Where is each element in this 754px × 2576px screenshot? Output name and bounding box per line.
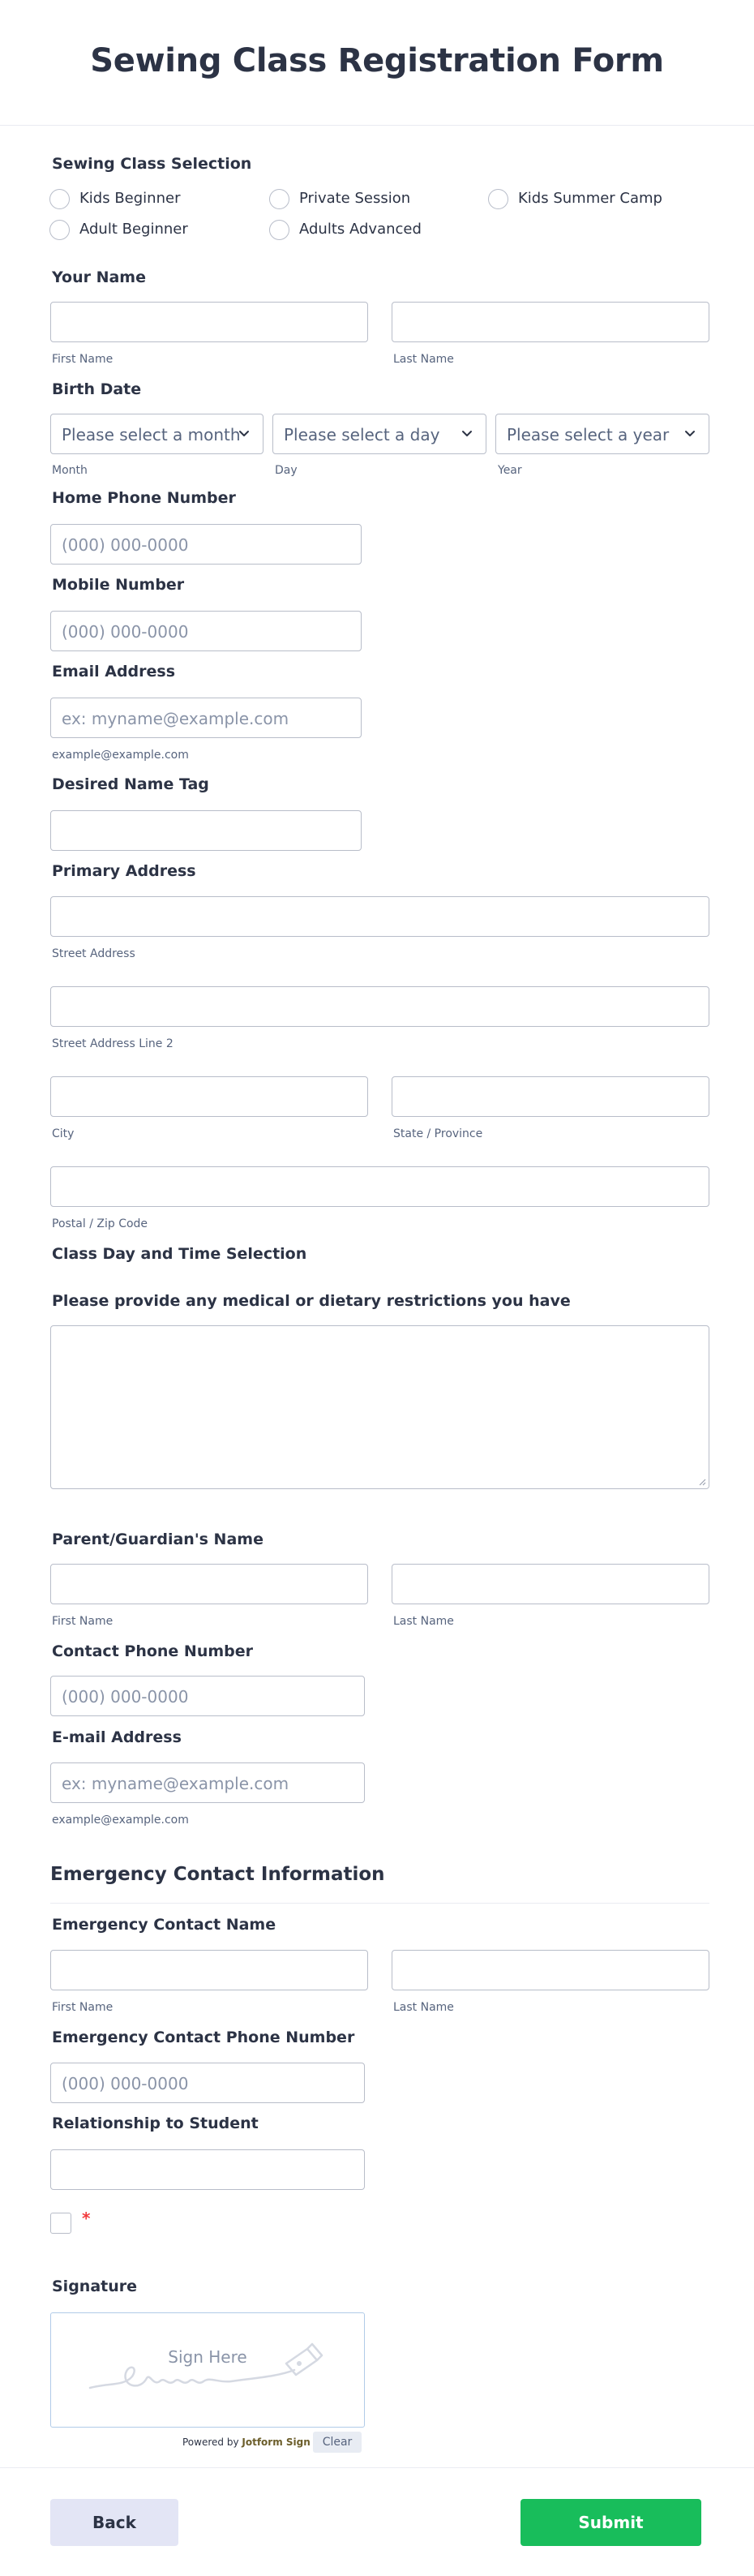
email-input[interactable] — [50, 698, 362, 738]
home-phone-label: Home Phone Number — [52, 489, 236, 507]
day-sublabel: Day — [275, 464, 298, 477]
contact-phone-label: Contact Phone Number — [52, 1642, 254, 1660]
first-name-sublabel: First Name — [52, 353, 114, 366]
consent-checkbox[interactable] — [50, 2213, 71, 2234]
birth-month-select[interactable] — [50, 414, 263, 454]
radio-label-kids-beginner: Kids Beginner — [79, 190, 181, 207]
birth-day-value: Please select a day — [284, 425, 440, 444]
radio-label-adult-beginner: Adult Beginner — [79, 221, 188, 238]
powered-prefix: Powered by — [182, 2436, 239, 2448]
emergency-section-heading: Emergency Contact Information — [50, 1864, 385, 1885]
mobile-placeholder: (000) 000-0000 — [62, 622, 189, 642]
guardian-first-input[interactable] — [50, 1564, 368, 1604]
street-address-input[interactable] — [50, 896, 709, 937]
guardian-last-input[interactable] — [392, 1564, 709, 1604]
emergency-last-input[interactable] — [392, 1950, 709, 1990]
birth-month-value: Please select a month — [62, 425, 241, 444]
street-address-2-input[interactable] — [50, 986, 709, 1027]
chevron-down-icon — [682, 425, 698, 441]
emergency-phone-label: Emergency Contact Phone Number — [52, 2029, 355, 2046]
birth-year-value: Please select a year — [507, 425, 670, 444]
form-title: Sewing Class Registration Form — [90, 42, 664, 79]
home-phone-input[interactable] — [50, 524, 362, 565]
resize-handle-icon[interactable] — [696, 1476, 706, 1486]
signature-pad[interactable] — [50, 2312, 365, 2428]
emergency-last-sublabel: Last Name — [393, 2001, 454, 2014]
medical-label: Please provide any medical or dietary restrictions you have — [52, 1292, 571, 1310]
emergency-phone-input[interactable] — [50, 2063, 365, 2103]
required-mark: * — [82, 2209, 91, 2228]
last-name-sublabel: Last Name — [393, 353, 454, 366]
guardian-first-sublabel: First Name — [52, 1615, 114, 1628]
radio-label-adults-advanced: Adults Advanced — [299, 221, 422, 238]
signature-scribble-icon — [51, 2313, 364, 2427]
clear-signature-button[interactable]: Clear — [313, 2432, 362, 2453]
month-sublabel: Month — [52, 464, 88, 477]
zip-input[interactable] — [50, 1166, 709, 1207]
radio-label-private-session: Private Session — [299, 190, 411, 207]
city-sublabel: City — [52, 1127, 75, 1140]
radio-adults-advanced[interactable] — [269, 220, 289, 240]
relationship-label: Relationship to Student — [52, 2114, 259, 2132]
guardian-label: Parent/Guardian's Name — [52, 1531, 263, 1548]
guardian-email-placeholder: ex: myname@example.com — [62, 1774, 289, 1793]
email-sublabel: example@example.com — [52, 749, 189, 762]
email-placeholder: ex: myname@example.com — [62, 709, 289, 728]
last-name-input[interactable] — [392, 302, 709, 342]
emergency-first-sublabel: First Name — [52, 2001, 114, 2014]
year-sublabel: Year — [498, 464, 522, 477]
guardian-email-sublabel: example@example.com — [52, 1814, 189, 1827]
relationship-input[interactable] — [50, 2149, 365, 2190]
state-sublabel: State / Province — [393, 1127, 483, 1140]
street-address-sublabel: Street Address — [52, 947, 135, 960]
class-day-label: Class Day and Time Selection — [52, 1245, 307, 1263]
powered-brand: Jotform Sign — [242, 2436, 311, 2448]
first-name-input[interactable] — [50, 302, 368, 342]
city-input[interactable] — [50, 1076, 368, 1117]
sign-here-text: Sign Here — [168, 2347, 247, 2367]
submit-button[interactable]: Submit — [521, 2499, 701, 2546]
name-tag-input[interactable] — [50, 810, 362, 851]
powered-by-text — [182, 2436, 311, 2448]
guardian-email-label: E-mail Address — [52, 1728, 182, 1746]
mobile-input[interactable] — [50, 611, 362, 651]
radio-label-kids-summer-camp: Kids Summer Camp — [518, 190, 662, 207]
your-name-label: Your Name — [52, 268, 146, 286]
signature-label: Signature — [52, 2278, 138, 2295]
form-header — [0, 0, 754, 126]
chevron-down-icon — [236, 425, 252, 441]
radio-adult-beginner[interactable] — [49, 220, 70, 240]
birth-date-label: Birth Date — [52, 380, 142, 398]
home-phone-placeholder: (000) 000-0000 — [62, 535, 189, 555]
guardian-email-input[interactable] — [50, 1762, 365, 1803]
section-divider — [50, 1903, 709, 1904]
birth-day-select[interactable] — [272, 414, 486, 454]
back-button[interactable]: Back — [50, 2499, 178, 2546]
class-selection-label: Sewing Class Selection — [52, 155, 252, 173]
radio-kids-beginner[interactable] — [49, 189, 70, 209]
footer-divider — [0, 2467, 754, 2468]
chevron-down-icon — [459, 425, 475, 441]
emergency-phone-placeholder: (000) 000-0000 — [62, 2074, 189, 2093]
radio-kids-summer-camp[interactable] — [488, 189, 508, 209]
state-input[interactable] — [392, 1076, 709, 1117]
name-tag-label: Desired Name Tag — [52, 775, 209, 793]
street-address-2-sublabel: Street Address Line 2 — [52, 1037, 174, 1050]
emergency-name-label: Emergency Contact Name — [52, 1916, 276, 1934]
contact-phone-input[interactable] — [50, 1676, 365, 1716]
medical-textarea[interactable] — [50, 1325, 709, 1489]
guardian-last-sublabel: Last Name — [393, 1615, 454, 1628]
birth-year-select[interactable] — [495, 414, 709, 454]
mobile-label: Mobile Number — [52, 576, 185, 594]
contact-phone-placeholder: (000) 000-0000 — [62, 1687, 189, 1707]
address-label: Primary Address — [52, 862, 196, 880]
email-label: Email Address — [52, 663, 176, 680]
emergency-first-input[interactable] — [50, 1950, 368, 1990]
zip-sublabel: Postal / Zip Code — [52, 1217, 148, 1230]
radio-private-session[interactable] — [269, 189, 289, 209]
